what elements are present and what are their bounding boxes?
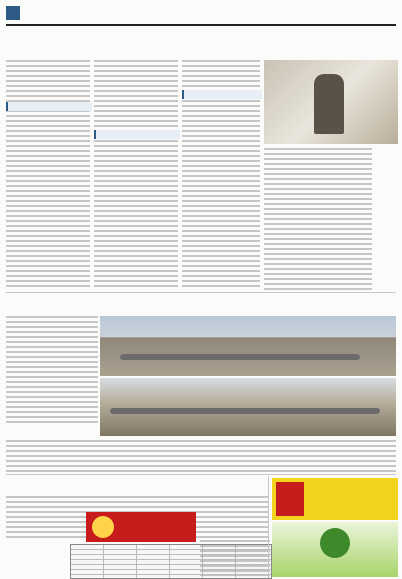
section-divider bbox=[6, 474, 396, 475]
ad-listing-text bbox=[200, 540, 270, 576]
tree-icon bbox=[320, 528, 350, 558]
page-headline bbox=[28, 30, 308, 54]
advert-logo-block bbox=[276, 482, 304, 516]
environment-advert bbox=[272, 522, 398, 577]
feature-title bbox=[40, 298, 340, 312]
article-subhead bbox=[94, 130, 180, 139]
article-column-4 bbox=[264, 148, 372, 290]
article-column-2 bbox=[94, 60, 178, 290]
article-subhead bbox=[6, 102, 92, 111]
article-text-placeholder bbox=[94, 60, 178, 290]
newspaper-logo bbox=[206, 6, 256, 18]
listing-text-placeholder bbox=[200, 540, 270, 576]
feature-caption bbox=[6, 316, 98, 424]
feature-body bbox=[6, 440, 396, 472]
advert-slogan bbox=[272, 560, 398, 574]
section-title bbox=[24, 6, 84, 20]
lottery-headline bbox=[40, 478, 260, 492]
article-text-placeholder bbox=[264, 148, 372, 290]
masthead-rule bbox=[6, 24, 396, 26]
pipeline-shape bbox=[120, 354, 360, 360]
pipeline-shape bbox=[110, 408, 380, 414]
dateline bbox=[286, 6, 396, 18]
article-column-1 bbox=[6, 60, 90, 290]
lottery-logo bbox=[6, 544, 66, 576]
caption-text-placeholder bbox=[6, 316, 98, 424]
masthead bbox=[6, 4, 396, 24]
article-photo bbox=[264, 60, 398, 144]
red-advert bbox=[86, 512, 196, 542]
article-subhead bbox=[182, 90, 262, 99]
yellow-advert bbox=[272, 478, 398, 520]
section-divider bbox=[6, 292, 396, 293]
article-text-placeholder bbox=[6, 440, 396, 472]
vertical-title bbox=[376, 148, 396, 258]
advert-logo bbox=[92, 516, 114, 538]
article-text-placeholder bbox=[6, 60, 90, 290]
feature-photo-1 bbox=[100, 316, 396, 376]
feature-photo-2 bbox=[100, 378, 396, 436]
column-divider bbox=[268, 476, 269, 577]
person-figure bbox=[314, 74, 344, 134]
page-number-badge bbox=[6, 6, 20, 20]
